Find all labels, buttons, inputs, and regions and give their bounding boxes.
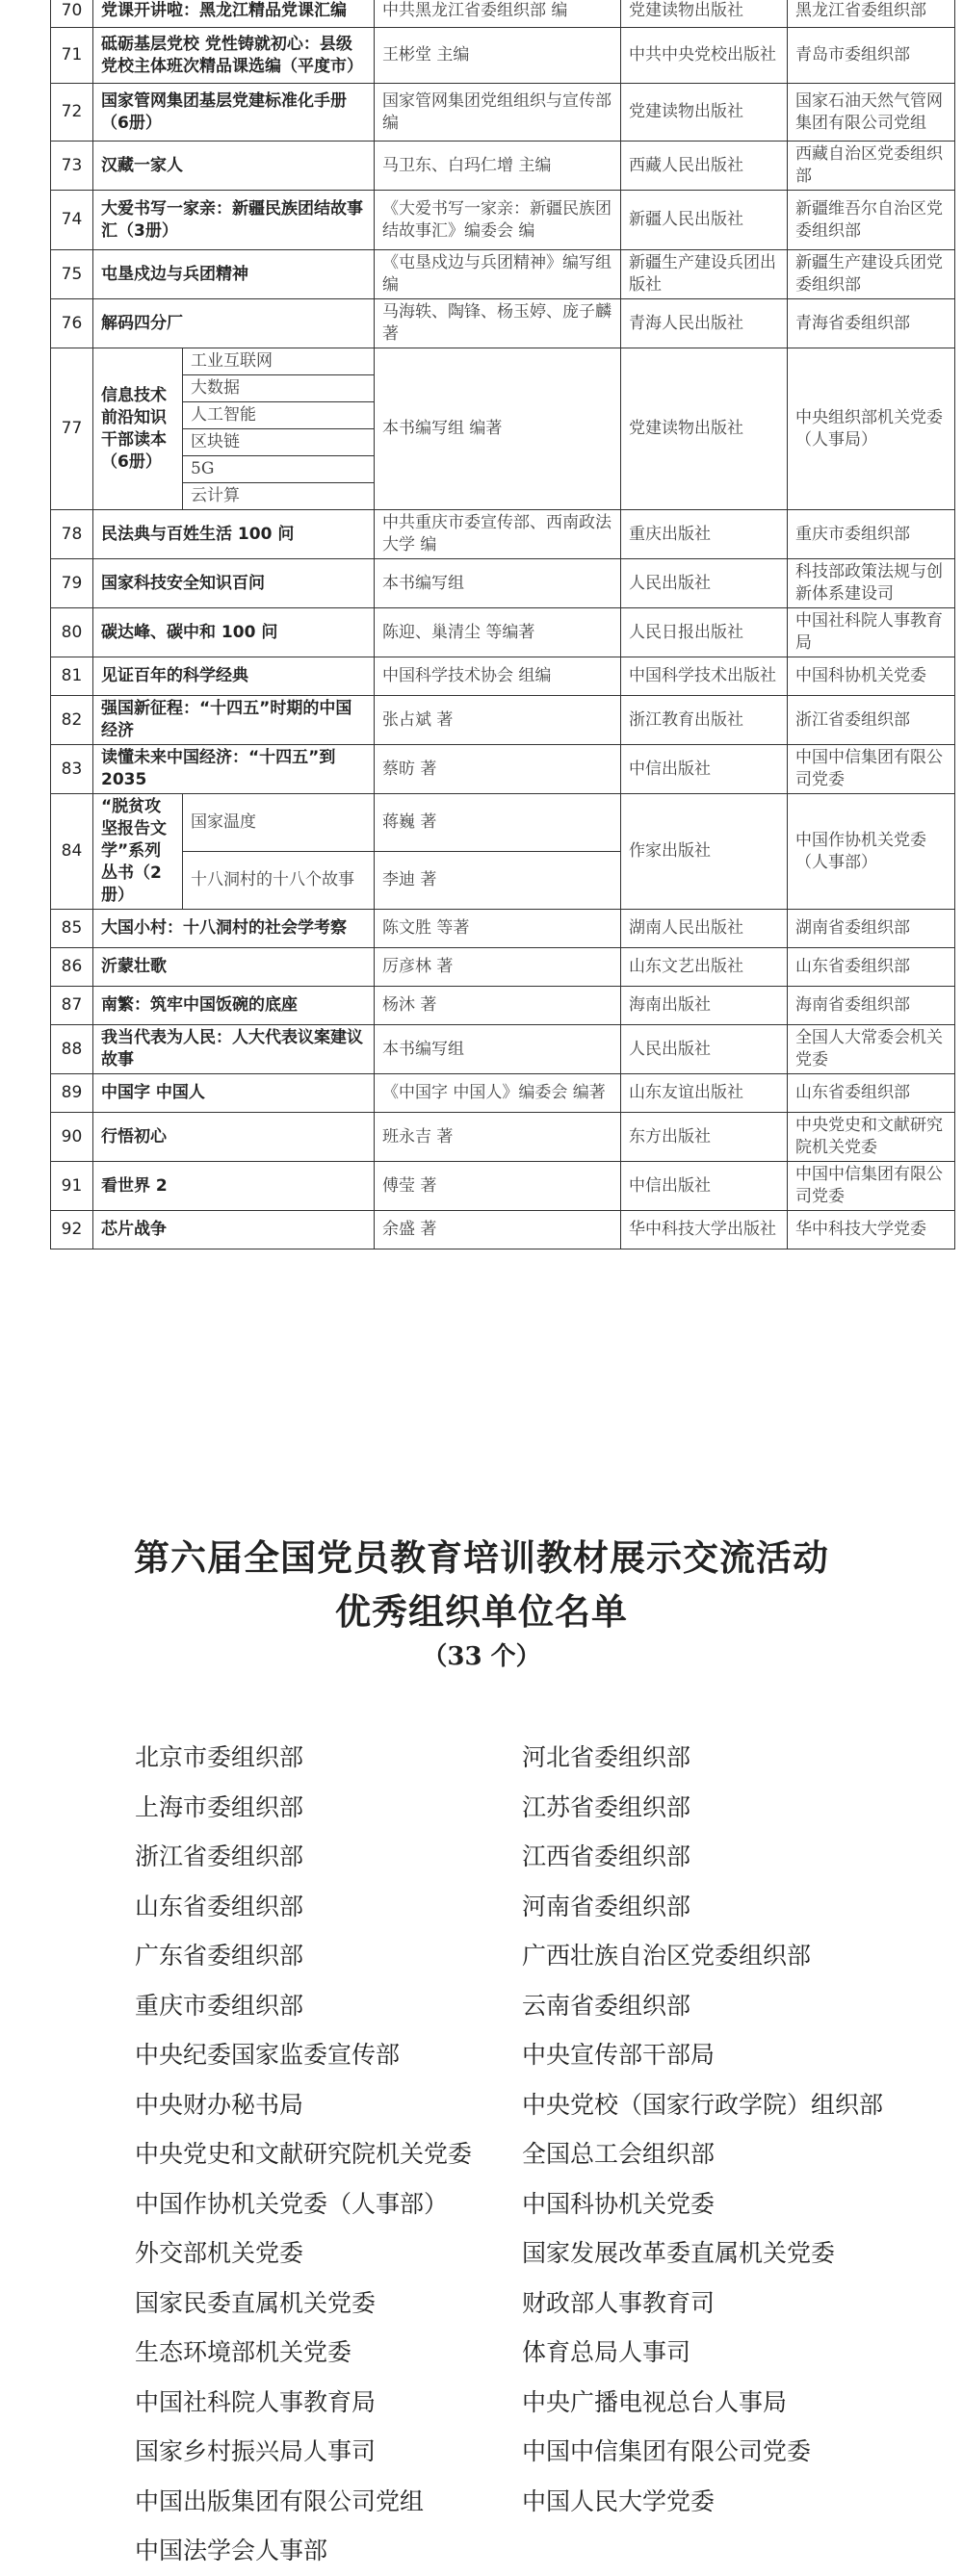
row-number: 84	[51, 794, 93, 910]
org-item: 中央宣传部干部局	[522, 2041, 716, 2069]
table-row	[51, 250, 955, 299]
book-author: 杨沐 著	[375, 987, 621, 1025]
table-row	[51, 28, 955, 84]
org-item: 体育总局人事司	[522, 2338, 691, 2366]
row-number: 89	[51, 1074, 93, 1113]
recommending-unit: 中国作协机关党委（人事部）	[788, 794, 955, 910]
row-number: 90	[51, 1113, 93, 1162]
recommending-unit: 重庆市委组织部	[788, 510, 955, 559]
recommending-unit: 山东省委组织部	[788, 948, 955, 987]
book-author: 王彬堂 主编	[375, 28, 621, 84]
book-publisher: 中信出版社	[621, 1162, 788, 1211]
book-publisher: 人民出版社	[621, 559, 788, 608]
section-title-line1: 第六届全国党员教育培训教材展示交流活动	[134, 1537, 829, 1579]
row-number: 83	[51, 745, 93, 794]
book-author: 李迪 著	[375, 852, 621, 910]
book-title: 党课开讲啦：黑龙江精品党课汇编	[93, 0, 375, 28]
book-publisher: 湖南人民出版社	[621, 910, 788, 948]
row-number: 70	[51, 0, 93, 28]
book-title: 屯垦戍边与兵团精神	[93, 250, 375, 299]
org-item: 中国出版集团有限公司党组	[135, 2486, 425, 2515]
book-title: 看世界 2	[93, 1162, 375, 1211]
book-publisher: 中共中央党校出版社	[621, 28, 788, 84]
book-author: 中国科学技术协会 组编	[375, 657, 621, 696]
book-publisher: 党建读物出版社	[621, 0, 788, 28]
book-author: 陈迎、巢清尘 等编著	[375, 608, 621, 657]
book-publisher: 作家出版社	[621, 794, 788, 910]
book-publisher: 重庆出版社	[621, 510, 788, 559]
recommending-unit: 黑龙江省委组织部	[788, 0, 955, 28]
table-row	[51, 696, 955, 745]
row-number: 86	[51, 948, 93, 987]
org-item: 重庆市委组织部	[135, 1991, 304, 2020]
recommending-unit: 青岛市委组织部	[788, 28, 955, 84]
table-row	[51, 1025, 955, 1074]
book-publisher: 党建读物出版社	[621, 84, 788, 142]
book-author: 蒋巍 著	[375, 794, 621, 852]
recommending-unit: 华中科技大学党委	[788, 1211, 955, 1249]
table-row	[51, 559, 955, 608]
org-item: 中国人民大学党委	[522, 2486, 716, 2515]
table-row	[51, 1162, 955, 1211]
table-row	[51, 84, 955, 142]
book-author: 蔡昉 著	[375, 745, 621, 794]
book-title: 汉藏一家人	[93, 142, 375, 191]
book-publisher: 东方出版社	[621, 1113, 788, 1162]
book-publisher: 中国科学技术出版社	[621, 657, 788, 696]
book-author: 《大爱书写一家亲：新疆民族团结故事汇》编委会 编	[375, 191, 621, 250]
row-number: 78	[51, 510, 93, 559]
org-item: 国家乡村振兴局人事司	[135, 2437, 377, 2465]
book-author: 本书编写组	[375, 1025, 621, 1074]
book-publisher: 海南出版社	[621, 987, 788, 1025]
row-number: 82	[51, 696, 93, 745]
book-title: 信息技术前沿知识干部读本（6册）	[93, 348, 183, 510]
book-publisher: 党建读物出版社	[621, 348, 788, 510]
org-item: 云南省委组织部	[522, 1991, 691, 2020]
book-author: 《中国字 中国人》编委会 编著	[375, 1074, 621, 1113]
sub-title: 工业互联网	[183, 348, 375, 375]
book-author: 本书编写组 编著	[375, 348, 621, 510]
book-title: 中国字 中国人	[93, 1074, 375, 1113]
row-number: 73	[51, 142, 93, 191]
row-number: 88	[51, 1025, 93, 1074]
book-title: 砥砺基层党校 党性铸就初心：县级党校主体班次精品课选编（平度市）	[93, 28, 375, 84]
org-item: 浙江省委组织部	[135, 1842, 304, 1870]
row-number: 81	[51, 657, 93, 696]
book-title: 国家管网集团基层党建标准化手册（6册）	[93, 84, 375, 142]
books-table	[50, 0, 955, 1249]
org-item: 广西壮族自治区党委组织部	[522, 1942, 812, 1970]
book-title: “脱贫攻坚报告文学”系列丛书（2册）	[93, 794, 183, 910]
org-item: 国家民委直属机关党委	[135, 2288, 377, 2317]
row-number: 77	[51, 348, 93, 510]
org-item: 中央党史和文献研究院机关党委	[135, 2140, 473, 2168]
org-item: 中国社科院人事教育局	[135, 2387, 377, 2416]
org-list	[135, 1733, 924, 2576]
recommending-unit: 中国科协机关党委	[788, 657, 955, 696]
org-item: 北京市委组织部	[135, 1743, 304, 1771]
row-number: 79	[51, 559, 93, 608]
book-title: 行悟初心	[93, 1113, 375, 1162]
org-item: 山东省委组织部	[135, 1892, 304, 1920]
book-publisher: 人民日报出版社	[621, 608, 788, 657]
book-publisher: 华中科技大学出版社	[621, 1211, 788, 1249]
book-title: 我当代表为人民：人大代表议案建议故事	[93, 1025, 375, 1074]
book-title: 大爱书写一家亲：新疆民族团结故事汇（3册）	[93, 191, 375, 250]
recommending-unit: 西藏自治区党委组织部	[788, 142, 955, 191]
book-title: 南繁：筑牢中国饭碗的底座	[93, 987, 375, 1025]
table-row	[51, 1074, 955, 1113]
org-item: 广东省委组织部	[135, 1942, 304, 1970]
book-title: 芯片战争	[93, 1211, 375, 1249]
row-number: 85	[51, 910, 93, 948]
book-author: 陈文胜 等著	[375, 910, 621, 948]
recommending-unit: 新疆生产建设兵团党委组织部	[788, 250, 955, 299]
book-author: 国家管网集团党组组织与宣传部 编	[375, 84, 621, 142]
recommending-unit: 海南省委组织部	[788, 987, 955, 1025]
table-row	[51, 608, 955, 657]
row-number: 80	[51, 608, 93, 657]
books-table-body	[51, 0, 955, 1249]
row-number: 76	[51, 299, 93, 348]
book-author: 中共重庆市委宣传部、西南政法大学 编	[375, 510, 621, 559]
book-publisher: 中信出版社	[621, 745, 788, 794]
section-count: （33 个）	[422, 1642, 541, 1671]
table-row	[51, 657, 955, 696]
book-author: 中共黑龙江省委组织部 编	[375, 0, 621, 28]
org-grid	[135, 1733, 924, 2576]
book-author: 厉彦林 著	[375, 948, 621, 987]
org-item: 外交部机关党委	[135, 2239, 304, 2267]
section-title-line2: 优秀组织单位名单	[335, 1591, 628, 1633]
org-item: 中央党校（国家行政学院）组织部	[522, 2090, 884, 2119]
org-item: 全国总工会组织部	[522, 2140, 716, 2168]
org-item: 中国法学会人事部	[135, 2537, 328, 2564]
table-row	[51, 0, 955, 28]
book-publisher: 人民出版社	[621, 1025, 788, 1074]
table-row	[51, 299, 955, 348]
table-row	[51, 142, 955, 191]
recommending-unit: 中央党史和文献研究院机关党委	[788, 1113, 955, 1162]
book-title: 见证百年的科学经典	[93, 657, 375, 696]
org-item: 中国作协机关党委（人事部）	[135, 2189, 449, 2218]
table-row	[51, 910, 955, 948]
org-item: 河北省委组织部	[522, 1743, 691, 1771]
row-number: 75	[51, 250, 93, 299]
book-title: 国家科技安全知识百问	[93, 559, 375, 608]
book-author: 余盛 著	[375, 1211, 621, 1249]
recommending-unit: 新疆维吾尔自治区党委组织部	[788, 191, 955, 250]
org-item: 财政部人事教育司	[522, 2288, 716, 2317]
book-title: 民法典与百姓生活 100 问	[93, 510, 375, 559]
book-publisher: 山东文艺出版社	[621, 948, 788, 987]
table-row	[51, 348, 955, 375]
org-item: 中国中信集团有限公司党委	[522, 2437, 812, 2465]
table-row	[51, 510, 955, 559]
book-author: 班永吉 著	[375, 1113, 621, 1162]
row-number: 72	[51, 84, 93, 142]
sub-title: 人工智能	[183, 402, 375, 429]
recommending-unit: 全国人大常委会机关党委	[788, 1025, 955, 1074]
org-item: 河南省委组织部	[522, 1892, 691, 1920]
book-author: 本书编写组	[375, 559, 621, 608]
book-title: 沂蒙壮歌	[93, 948, 375, 987]
row-number: 91	[51, 1162, 93, 1211]
org-item: 中央财办秘书局	[135, 2090, 304, 2119]
recommending-unit: 国家石油天然气管网集团有限公司党组	[788, 84, 955, 142]
book-title: 大国小村：十八洞村的社会学考察	[93, 910, 375, 948]
org-item: 上海市委组织部	[135, 1792, 304, 1821]
org-item: 国家发展改革委直属机关党委	[522, 2239, 836, 2267]
book-author: 《屯垦戍边与兵团精神》编写组 编	[375, 250, 621, 299]
book-title: 碳达峰、碳中和 100 问	[93, 608, 375, 657]
book-title: 读懂未来中国经济：“十四五”到 2035	[93, 745, 375, 794]
recommending-unit: 中国社科院人事教育局	[788, 608, 955, 657]
recommending-unit: 山东省委组织部	[788, 1074, 955, 1113]
table-row	[51, 1113, 955, 1162]
recommending-unit: 中国中信集团有限公司党委	[788, 745, 955, 794]
recommending-unit: 中央组织部机关党委（人事局）	[788, 348, 955, 510]
recommending-unit: 科技部政策法规与创新体系建设司	[788, 559, 955, 608]
book-publisher: 新疆生产建设兵团出版社	[621, 250, 788, 299]
book-publisher: 新疆人民出版社	[621, 191, 788, 250]
table-row	[51, 948, 955, 987]
recommending-unit: 浙江省委组织部	[788, 696, 955, 745]
table-row	[51, 745, 955, 794]
book-author: 张占斌 著	[375, 696, 621, 745]
book-author: 马卫东、白玛仁增 主编	[375, 142, 621, 191]
book-title: 强国新征程：“十四五”时期的中国经济	[93, 696, 375, 745]
recommending-unit: 中国中信集团有限公司党委	[788, 1162, 955, 1211]
recommending-unit: 青海省委组织部	[788, 299, 955, 348]
book-author: 马海轶、陶锋、杨玉婷、庞子麟 著	[375, 299, 621, 348]
sub-title: 大数据	[183, 375, 375, 402]
table-row	[51, 191, 955, 250]
book-publisher: 青海人民出版社	[621, 299, 788, 348]
sub-title: 云计算	[183, 483, 375, 510]
org-item: 中央广播电视总台人事局	[522, 2387, 788, 2416]
row-number: 71	[51, 28, 93, 84]
book-publisher: 山东友谊出版社	[621, 1074, 788, 1113]
table-row	[51, 1211, 955, 1249]
org-item: 中央纪委国家监委宣传部	[135, 2041, 401, 2069]
table-row	[51, 794, 955, 852]
table-row	[51, 987, 955, 1025]
row-number: 87	[51, 987, 93, 1025]
row-number: 74	[51, 191, 93, 250]
org-item: 江西省委组织部	[522, 1842, 691, 1870]
book-publisher: 西藏人民出版社	[621, 142, 788, 191]
book-publisher: 浙江教育出版社	[621, 696, 788, 745]
book-author: 傅莹 著	[375, 1162, 621, 1211]
recommending-unit: 湖南省委组织部	[788, 910, 955, 948]
sub-title: 国家温度	[183, 794, 375, 852]
org-item: 中国科协机关党委	[522, 2189, 716, 2218]
sub-title: 十八洞村的十八个故事	[183, 852, 375, 910]
sub-title: 区块链	[183, 429, 375, 456]
org-item: 生态环境部机关党委	[135, 2338, 352, 2366]
row-number: 92	[51, 1211, 93, 1249]
org-item: 江苏省委组织部	[522, 1792, 691, 1821]
sub-title: 5G	[183, 456, 375, 483]
book-title: 解码四分厂	[93, 299, 375, 348]
